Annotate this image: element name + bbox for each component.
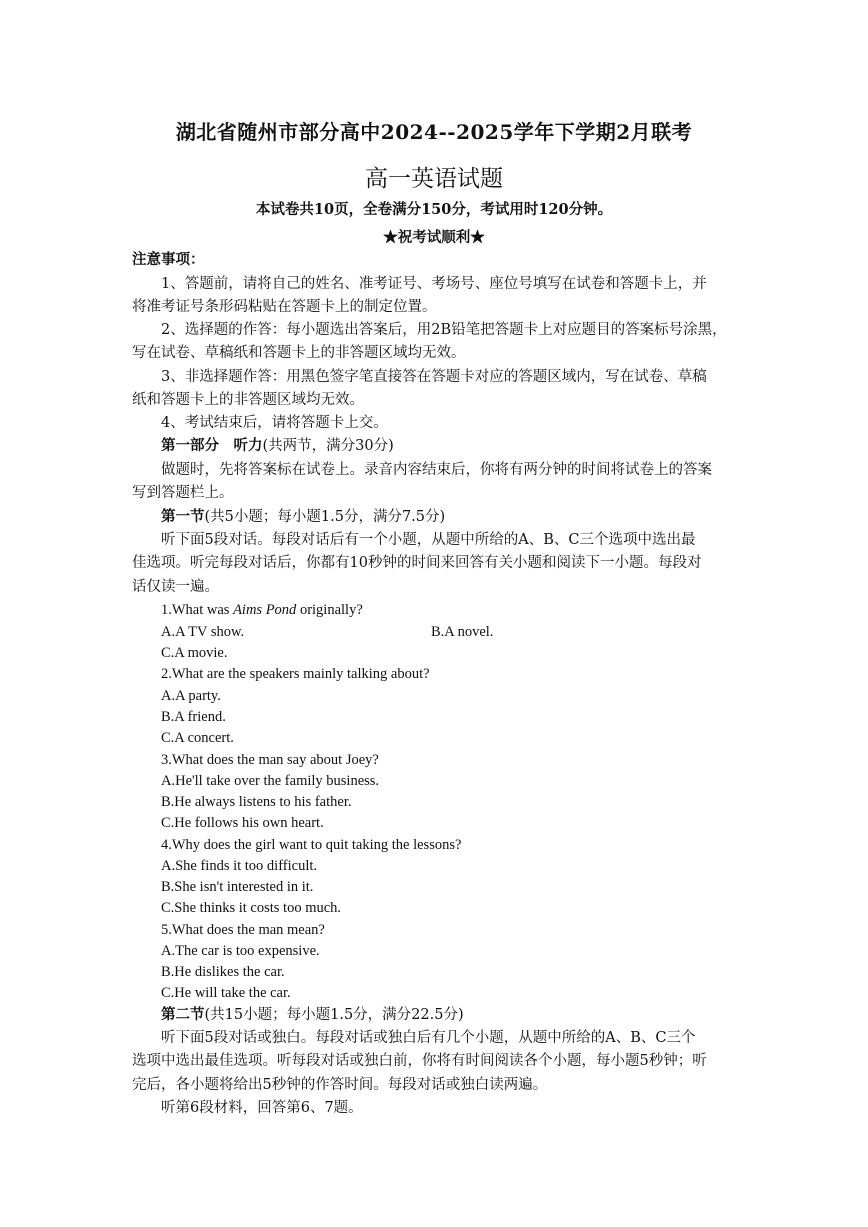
section2-heading [161,1005,464,1025]
question-2-option-a: A.A party. [161,688,221,704]
section2-intro-line-2: 选项中选出最佳选项。听每段对话或独白前，你将有时间阅读各个小题，每小题5秒钟；听 [132,1053,707,1069]
notice-item-4: 4、考试结束后，请将答题卡上交。 [161,415,388,431]
question-1-option-c: C.A movie. [161,645,228,661]
question-1-suffix: originally? [296,602,363,618]
notice-heading: 注意事项： [132,251,205,268]
notice-item-3-line-1: 3、非选择题作答：用黑色签字笔直接答在答题卡对应的答题区域内，写在试卷、草稿 [161,369,707,385]
section1-heading [161,507,445,527]
question-1-option-a: A.A TV show. [161,624,245,640]
section1-intro-line-1: 听下面5段对话。每段对话后有一个小题，从题中所给的A、B、C三个选项中选出最 [161,532,696,548]
section1-heading-bold: 第一节 [161,508,205,525]
section2-heading-bold: 第二节 [161,1006,205,1023]
part1-heading [161,436,394,456]
notice-item-3-line-2: 纸和答题卡上的非答题区域均无效。 [132,392,364,408]
question-1 [161,600,363,620]
exam-subtitle: 高一英语试题 [365,166,503,192]
section2-heading-rest: (共15小题；每小题1.5分，满分22.5分) [204,1007,464,1023]
question-1-title: Aims Pond [233,602,297,618]
section1-intro-line-3: 话仅读一遍。 [132,579,219,595]
question-1-prefix: 1.What was [161,602,234,618]
question-3-option-c: C.He follows his own heart. [161,815,324,831]
question-1-option-b: B.A novel. [431,624,494,640]
notice-item-1-line-2: 将准考证号条形码粘贴在答题卡上的制定位置。 [132,299,437,315]
exam-info: 本试卷共10页，全卷满分150分，考试用时120分钟。 [255,201,613,218]
notice-item-2-line-2: 写在试卷、草稿纸和答题卡上的非答题区域均无效。 [132,345,466,361]
exam-wish: ★祝考试顺利★ [383,229,485,246]
question-5: 5.What does the man mean? [161,922,325,938]
question-2-option-b: B.A friend. [161,709,226,725]
section2-intro-line-3: 完后，各小题将给出5秒钟的作答时间。每段对话或独白读两遍。 [132,1077,548,1093]
question-3-option-b: B.He always listens to his father. [161,794,352,810]
section1-intro-line-2: 佳选项。听完每段对话后，你都有10秒钟的时间来回答有关小题和阅读下一小题。每段对 [132,555,702,571]
question-4-option-a: A.She finds it too difficult. [161,858,318,874]
section1-heading-rest: (共5小题；每小题1.5分，满分7.5分) [204,509,446,525]
question-2: 2.What are the speakers mainly talking about? [161,666,430,682]
question-4-option-c: C.She thinks it costs too much. [161,900,342,916]
question-2-option-c: C.A concert. [161,730,234,746]
notice-item-2-line-1: 2、选择题的作答：每小题选出答案后，用2B铅笔把答题卡上对应题目的答案标号涂黑， [161,322,727,338]
exam-title: 湖北省随州市部分高中2024--2025学年下学期2月联考 [175,120,693,144]
question-3-option-a: A.He'll take over the family business. [161,773,380,789]
question-5-option-c: C.He will take the car. [161,985,291,1001]
part1-heading-rest: (共两节，满分30分) [262,438,394,454]
part1-heading-bold: 第一部分 听力 [161,437,263,454]
section2-intro-line-1: 听下面5段对话或独白。每段对话或独白后有几个小题，从题中所给的A、B、C三个 [161,1030,696,1046]
question-4-option-b: B.She isn't interested in it. [161,879,314,895]
question-3: 3.What does the man say about Joey? [161,752,379,768]
part1-intro-line-2: 写到答题栏上。 [132,485,234,501]
question-4: 4.Why does the girl want to quit taking the lessons? [161,837,462,853]
part1-intro-line-1: 做题时，先将答案标在试卷上。录音内容结束后，你将有两分钟的时间将试卷上的答案 [161,462,712,478]
question-5-option-a: A.The car is too expensive. [161,943,320,959]
question-5-option-b: B.He dislikes the car. [161,964,285,980]
section2-material: 听第6段材料，回答第6、7题。 [161,1100,363,1116]
notice-item-1-line-1: 1、答题前，请将自己的姓名、准考证号、考场号、座位号填写在试卷和答题卡上，并 [161,276,707,292]
